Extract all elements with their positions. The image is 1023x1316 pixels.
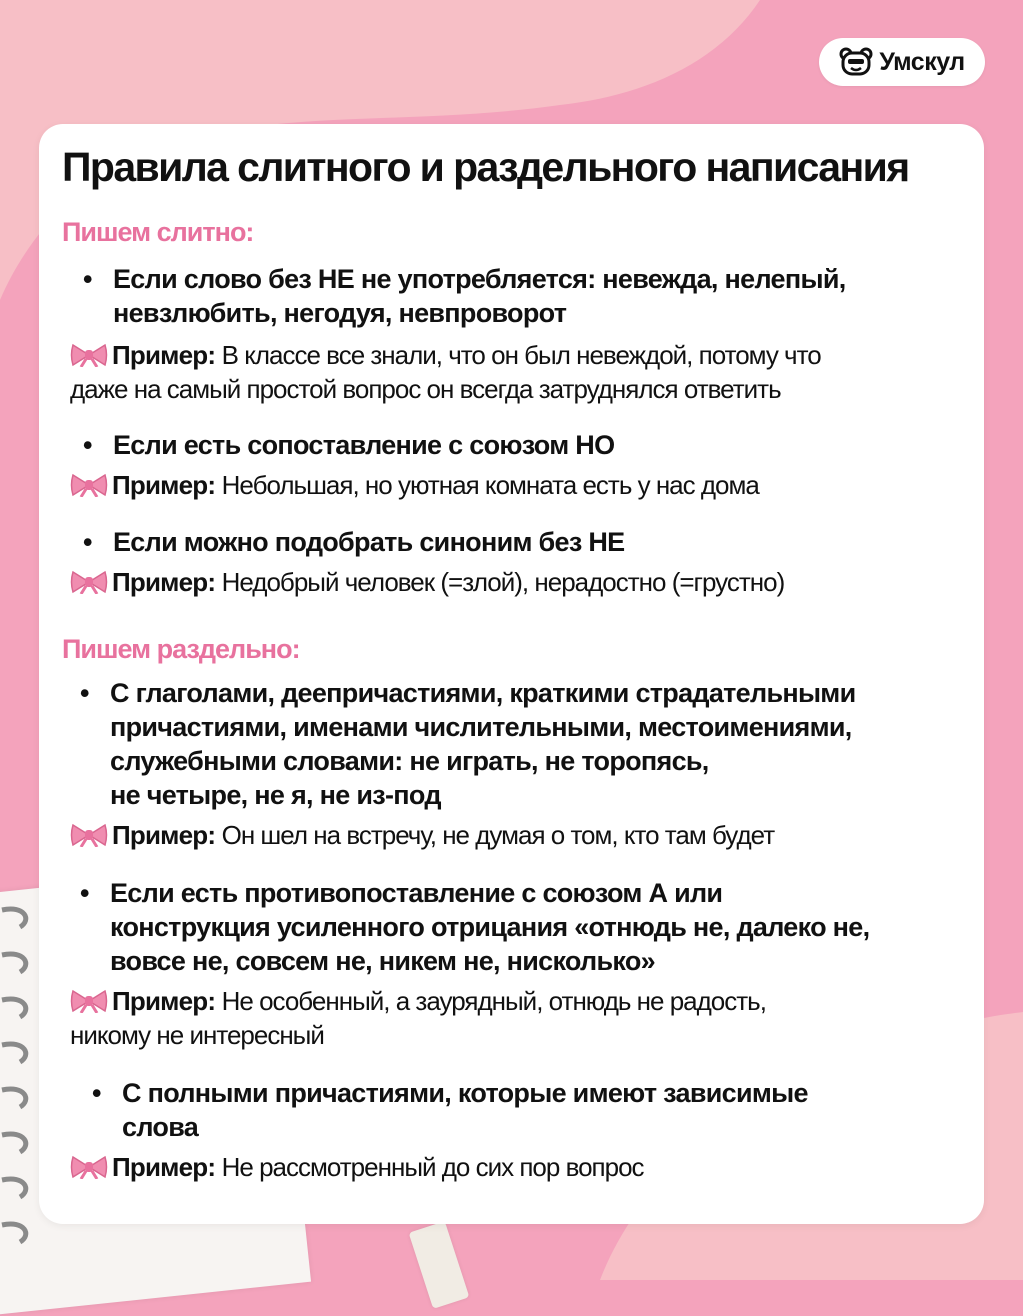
example: [70, 565, 784, 599]
bullet-dot: •: [80, 878, 89, 908]
example-text: Пример: Он шел на встречу, не думая о том, кто там будет: [70, 818, 774, 852]
page-title: Правила слитного и раздельного написания: [62, 144, 909, 190]
rule-text: С глаголами, деепричастиями, краткими страдательными: [110, 678, 856, 708]
example-text: Пример: Недобрый человек (=злой), нерадостно (=грустно): [70, 565, 784, 599]
bow-icon: [70, 343, 108, 367]
bow-icon: [70, 989, 108, 1013]
bullet-dot: •: [92, 1078, 101, 1108]
rule-text: не четыре, не я, не из-под: [110, 780, 441, 810]
rules-card: [39, 124, 984, 1224]
section-heading: Пишем раздельно:: [62, 634, 300, 664]
example-label: Пример:: [112, 820, 222, 850]
example-label: Пример:: [112, 340, 222, 370]
example: [70, 468, 759, 502]
brand-logo: [819, 38, 985, 86]
rule-text: причастиями, именами числительными, местоимениями,: [110, 712, 852, 742]
rule-text: служебными словами: не играть, не торопясь,: [110, 746, 709, 776]
example-text: никому не интересный: [70, 1020, 324, 1050]
brand-name: Умскул: [879, 47, 965, 76]
bow-icon: [70, 473, 108, 497]
bullet-dot: •: [83, 264, 92, 294]
rule-text: невзлюбить, негодуя, невпроворот: [113, 298, 567, 328]
rule-text: Если есть сопоставление с союзом НО: [113, 430, 615, 460]
rule-text: вовсе не, совсем не, никем не, нисколько»: [110, 946, 655, 976]
example-text: Пример: Не особенный, а заурядный, отнюдь не радость,: [70, 984, 766, 1018]
example: [70, 1150, 644, 1184]
rule-text: слова: [122, 1112, 199, 1142]
bow-icon: [70, 570, 108, 594]
rule-item: [83, 262, 846, 330]
example-text: Пример: В классе все знали, что он был невеждой, потому что: [70, 338, 821, 372]
rule-text: С полными причастиями, которые имеют зависимые: [122, 1078, 808, 1108]
rule-item: [83, 525, 625, 559]
bullet-dot: •: [83, 430, 92, 460]
example: [70, 338, 821, 406]
example-text: Пример: Небольшая, но уютная комната есть у нас дома: [70, 468, 759, 502]
bullet-dot: •: [83, 527, 92, 557]
rule-item: [80, 676, 856, 812]
example-label: Пример:: [112, 1152, 222, 1182]
rule-text: Если можно подобрать синоним без НЕ: [113, 527, 625, 557]
rule-text: Если есть противопоставление с союзом А или: [110, 878, 723, 908]
example-text: Пример: Не рассмотренный до сих пор вопрос: [70, 1150, 644, 1184]
bow-icon: [70, 823, 108, 847]
rule-text: Если слово без НЕ не употребляется: невежда, нелепый,: [113, 264, 846, 294]
rule-item: [83, 428, 615, 462]
example-label: Пример:: [112, 986, 222, 1016]
bear-face-icon: [839, 47, 873, 77]
example-label: Пример:: [112, 470, 222, 500]
example: [70, 984, 766, 1052]
bullet-dot: •: [80, 678, 89, 708]
example-text: даже на самый простой вопрос он всегда затруднялся ответить: [70, 374, 781, 404]
rule-item: [80, 876, 870, 978]
example: [70, 818, 774, 852]
rule-text: конструкция усиленного отрицания «отнюдь не, далеко не,: [110, 912, 870, 942]
rule-item: [92, 1076, 808, 1144]
notebook-rings: [0, 895, 40, 1275]
example-label: Пример:: [112, 567, 222, 597]
bow-icon: [70, 1155, 108, 1179]
section-heading: Пишем слитно:: [62, 217, 254, 247]
